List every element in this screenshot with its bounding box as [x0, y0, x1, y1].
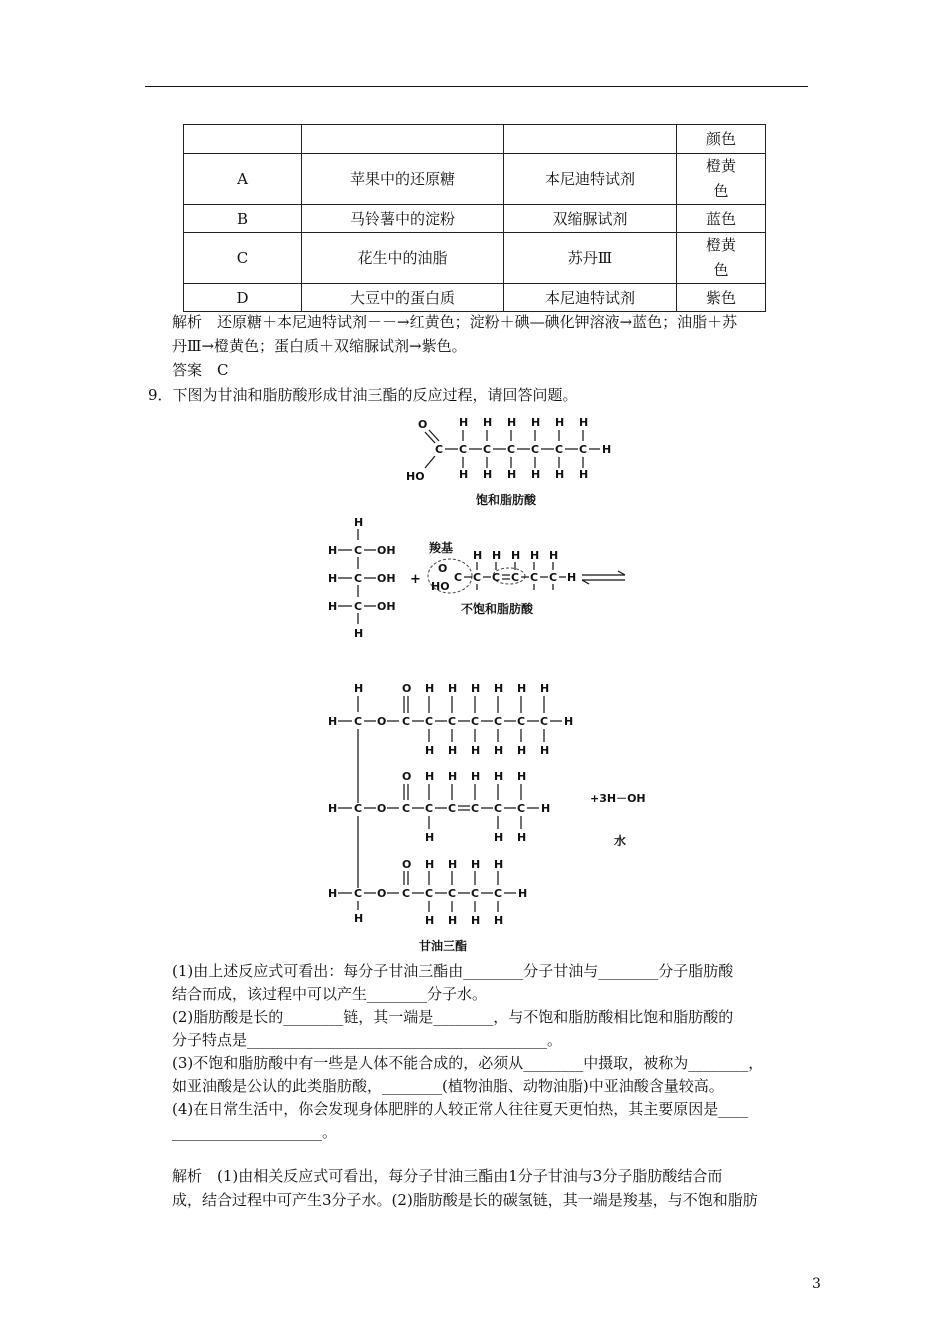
triglyceride-structure — [320, 680, 660, 955]
table-row — [184, 205, 766, 233]
svg-text:H: H — [448, 914, 458, 927]
option-cell: B — [184, 205, 302, 233]
header-rule — [145, 86, 808, 87]
svg-text:C: C — [354, 802, 363, 815]
svg-text:H: H — [602, 443, 612, 456]
color-cell: 紫色 — [677, 284, 766, 312]
subquestion-4-cont: ____________________。 — [172, 1123, 338, 1141]
header-cell — [184, 125, 302, 154]
svg-text:H: H — [354, 516, 364, 529]
svg-text:H: H — [471, 682, 481, 695]
reversible-arrow — [582, 571, 625, 584]
reagent-cell: 双缩脲试剂 — [504, 205, 677, 233]
svg-text:H: H — [448, 770, 458, 783]
subquestion-1: (1)由上述反应式可看出：每分子甘油三酯由________分子甘油与________分子脂肪酸 — [172, 962, 734, 980]
color-cell: 橙黄色 — [677, 233, 766, 284]
svg-text:C: C — [494, 887, 503, 900]
svg-text:H: H — [555, 416, 565, 429]
svg-text:C: C — [354, 544, 363, 557]
svg-text:OH: OH — [377, 544, 396, 557]
svg-text:H: H — [549, 549, 559, 562]
svg-text:H: H — [328, 600, 338, 613]
svg-text:H: H — [354, 912, 364, 925]
color-cell: 橙黄色 — [677, 154, 766, 205]
subquestion-4: (4)在日常生活中，你会发现身体肥胖的人较正常人往往夏天更怕热，其主要原因是____ — [172, 1100, 749, 1118]
svg-text:C: C — [549, 571, 558, 584]
svg-text:C: C — [507, 443, 516, 456]
svg-text:H: H — [494, 682, 504, 695]
svg-text:H: H — [328, 572, 338, 585]
svg-text:C: C — [448, 715, 457, 728]
svg-text:C: C — [530, 571, 539, 584]
svg-text:H: H — [531, 468, 541, 481]
svg-text:H: H — [541, 802, 551, 815]
svg-text:H: H — [494, 744, 504, 757]
svg-text:H: H — [494, 770, 504, 783]
svg-text:O: O — [402, 682, 412, 695]
svg-text:C: C — [483, 443, 492, 456]
svg-text:C: C — [459, 443, 468, 456]
svg-text:H: H — [492, 549, 502, 562]
svg-text:C: C — [425, 802, 434, 815]
svg-text:H: H — [425, 831, 435, 844]
question-body — [172, 960, 812, 1144]
svg-text:H: H — [517, 770, 527, 783]
page-number: 3 — [812, 1276, 821, 1292]
svg-text:C: C — [517, 802, 526, 815]
table-row — [184, 154, 766, 205]
svg-text:H: H — [540, 682, 550, 695]
header-cell: 颜色 — [677, 125, 766, 154]
svg-text:C: C — [517, 715, 526, 728]
subquestion-1-cont: 结合而成，该过程中可以产生________分子水。 — [172, 985, 488, 1003]
water-formula: +3H－OH — [590, 792, 646, 805]
svg-text:H: H — [425, 682, 435, 695]
table-row — [184, 125, 766, 154]
analysis-line: 解析 还原糖＋本尼迪特试剂－－→红黄色；淀粉＋碘—碘化钾溶液→蓝色；油脂＋苏 — [172, 313, 738, 331]
water-label: 水 — [614, 834, 627, 848]
svg-text:H: H — [540, 744, 550, 757]
svg-text:H: H — [471, 744, 481, 757]
svg-text:H: H — [328, 544, 338, 557]
svg-text:C: C — [354, 887, 363, 900]
svg-text:H: H — [328, 887, 338, 900]
svg-text:H: H — [425, 770, 435, 783]
analysis-line: 成，结合过程中可产生3分子水。(2)脂肪酸是长的碳氢链，其一端是羧基，与不饱和脂肪 — [172, 1191, 758, 1209]
svg-text:H: H — [507, 416, 517, 429]
svg-text:O: O — [402, 770, 412, 783]
svg-text:H: H — [555, 468, 565, 481]
svg-text:H: H — [425, 914, 435, 927]
svg-text:HO: HO — [431, 580, 450, 593]
reagent-cell: 本尼迪特试剂 — [504, 154, 677, 205]
atom-label: O — [418, 418, 428, 431]
unsaturated-chain — [431, 549, 576, 593]
table-row — [184, 284, 766, 312]
svg-text:C: C — [473, 571, 482, 584]
unsaturated-label: 不饱和脂肪酸 — [461, 602, 534, 616]
svg-text:C: C — [454, 571, 463, 584]
svg-text:H: H — [483, 468, 493, 481]
svg-text:H: H — [507, 468, 517, 481]
svg-text:C: C — [448, 802, 457, 815]
option-cell: C — [184, 233, 302, 284]
svg-text:H: H — [471, 770, 481, 783]
reagent-cell: 本尼迪特试剂 — [504, 284, 677, 312]
svg-text:H: H — [473, 549, 483, 562]
svg-text:H: H — [448, 682, 458, 695]
svg-text:H: H — [518, 887, 528, 900]
svg-text:H: H — [579, 468, 589, 481]
reactants-structure — [320, 512, 640, 652]
svg-text:H: H — [328, 802, 338, 815]
svg-text:H: H — [530, 549, 540, 562]
sample-cell: 苹果中的还原糖 — [302, 154, 504, 205]
svg-text:H: H — [425, 744, 435, 757]
glycerol-backbone — [328, 682, 363, 925]
reagent-table — [183, 124, 766, 312]
carbon-chain — [445, 443, 611, 456]
svg-text:H: H — [494, 914, 504, 927]
saturated-fatty-acid-structure — [395, 410, 635, 510]
fatty-acid-chain-2 — [364, 770, 550, 844]
atom-label: HO — [406, 470, 425, 483]
svg-text:H: H — [564, 715, 574, 728]
svg-text:C: C — [579, 443, 588, 456]
sample-cell: 花生中的油脂 — [302, 233, 504, 284]
svg-text:C: C — [402, 887, 411, 900]
saturated-label: 饱和脂肪酸 — [476, 493, 537, 507]
answer-line: 答案 C — [172, 361, 229, 379]
svg-text:C: C — [492, 571, 501, 584]
header-cell — [504, 125, 677, 154]
svg-text:OH: OH — [377, 600, 396, 613]
svg-text:H: H — [531, 416, 541, 429]
svg-text:H: H — [511, 549, 521, 562]
svg-text:C: C — [354, 572, 363, 585]
subquestion-3-cont: 如亚油酸是公认的此类脂肪酸，________(植物油脂、动物油脂)中亚油酸含量较高。 — [172, 1077, 724, 1095]
svg-text:H: H — [354, 682, 364, 695]
header-cell — [302, 125, 504, 154]
subquestion-2-cont: 分子特点是________________________________________。 — [172, 1031, 563, 1049]
subquestion-2: (2)脂肪酸是长的________链，其一端是________，与不饱和脂肪酸相比饱和脂肪酸的 — [172, 1008, 734, 1026]
subquestion-3: (3)不饱和脂肪酸中有一些是人体不能合成的，必须从________中摄取，被称为________， — [172, 1054, 764, 1072]
svg-text:OH: OH — [377, 572, 396, 585]
sample-cell: 马铃薯中的淀粉 — [302, 205, 504, 233]
svg-text:H: H — [517, 744, 527, 757]
svg-text:C: C — [555, 443, 564, 456]
svg-text:H: H — [579, 416, 589, 429]
analysis-line: 丹Ⅲ→橙黄色；蛋白质＋双缩脲试剂→紫色。 — [172, 337, 467, 355]
svg-text:H: H — [517, 682, 527, 695]
svg-text:O: O — [377, 887, 387, 900]
svg-text:C: C — [511, 571, 520, 584]
fatty-acid-chain-3 — [364, 858, 527, 927]
triglyceride-label: 甘油三酯 — [419, 939, 468, 953]
svg-text:C: C — [471, 802, 480, 815]
svg-text:H: H — [471, 858, 481, 871]
reagent-cell: 苏丹Ⅲ — [504, 233, 677, 284]
svg-text:H: H — [354, 627, 364, 640]
fatty-acid-chain-1 — [364, 682, 573, 757]
svg-text:H: H — [567, 571, 577, 584]
color-cell: 蓝色 — [677, 205, 766, 233]
svg-text:C: C — [471, 715, 480, 728]
svg-text:H: H — [471, 914, 481, 927]
svg-text:H: H — [494, 858, 504, 871]
atom-label: C — [435, 443, 444, 456]
svg-text:C: C — [354, 600, 363, 613]
svg-text:H: H — [328, 715, 338, 728]
svg-text:H: H — [448, 858, 458, 871]
carboxyl-label: 羧基 — [429, 541, 454, 555]
svg-text:C: C — [402, 802, 411, 815]
svg-text:C: C — [494, 802, 503, 815]
svg-text:C: C — [354, 715, 363, 728]
svg-text:H: H — [448, 744, 458, 757]
svg-text:H: H — [459, 468, 469, 481]
plus-sign: + — [410, 572, 421, 587]
svg-text:H: H — [517, 831, 527, 844]
analysis-line: 解析 (1)由相关反应式可看出，每分子甘油三酯由1分子甘油与3分子脂肪酸结合而 — [172, 1167, 723, 1185]
svg-text:H: H — [425, 858, 435, 871]
svg-text:C: C — [531, 443, 540, 456]
option-cell: D — [184, 284, 302, 312]
svg-text:O: O — [377, 715, 387, 728]
svg-text:C: C — [425, 715, 434, 728]
svg-text:O: O — [402, 858, 412, 871]
svg-text:C: C — [540, 715, 549, 728]
svg-text:C: C — [402, 715, 411, 728]
svg-text:C: C — [471, 887, 480, 900]
svg-text:H: H — [459, 416, 469, 429]
glycerol-structure — [328, 516, 396, 640]
svg-text:C: C — [448, 887, 457, 900]
table-row — [184, 233, 766, 284]
svg-text:H: H — [483, 416, 493, 429]
svg-text:O: O — [377, 802, 387, 815]
svg-text:H: H — [494, 831, 504, 844]
analysis-block — [172, 1164, 812, 1212]
question-title: 9．下图为甘油和脂肪酸形成甘油三酯的反应过程，请回答问题。 — [148, 386, 578, 404]
svg-text:O: O — [438, 562, 448, 575]
svg-text:C: C — [494, 715, 503, 728]
sample-cell: 大豆中的蛋白质 — [302, 284, 504, 312]
option-cell: A — [184, 154, 302, 205]
svg-text:C: C — [425, 887, 434, 900]
